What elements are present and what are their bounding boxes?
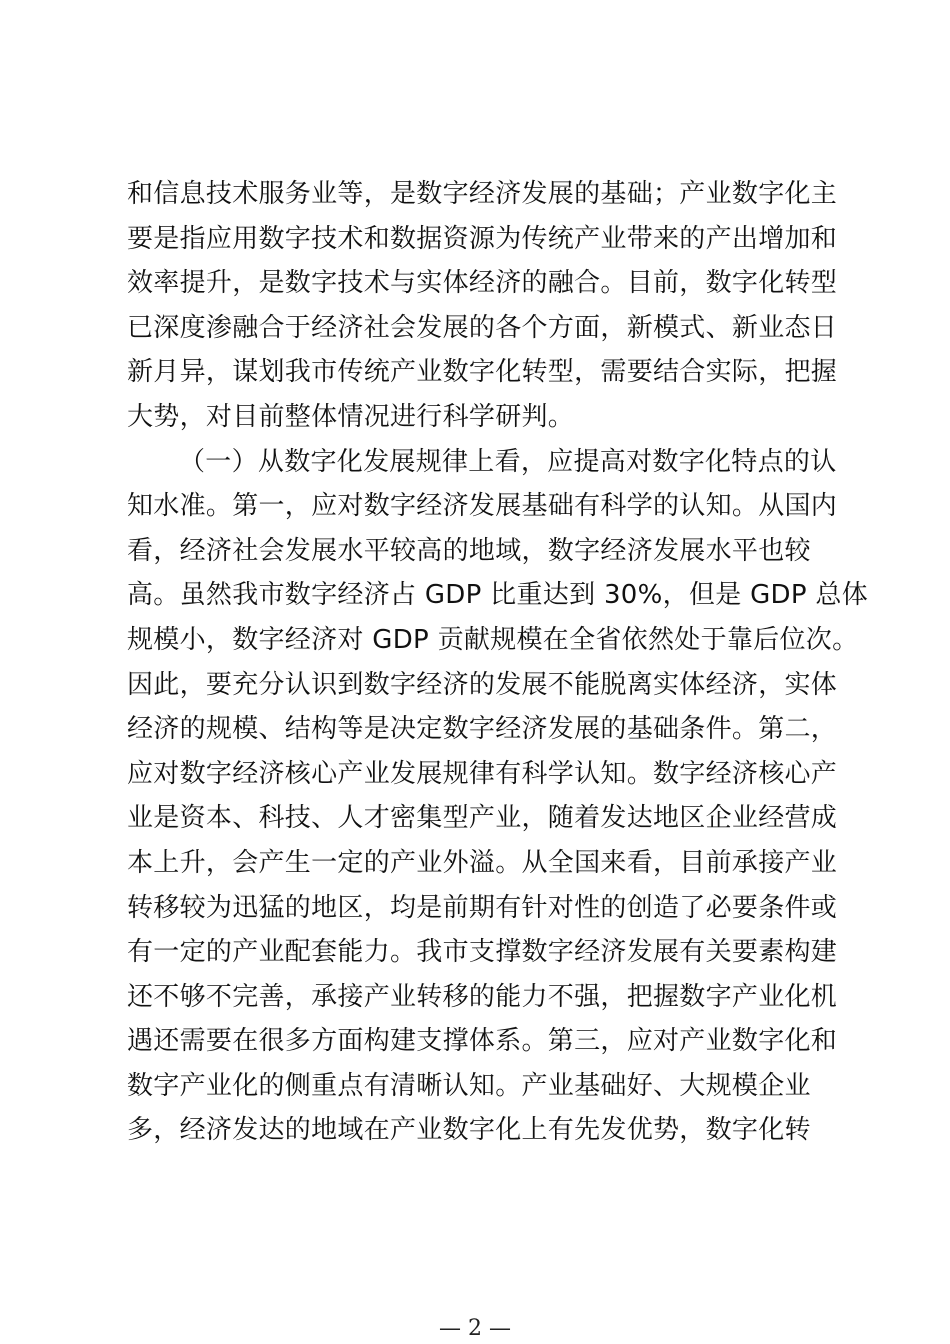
text-line: 转移较为迅猛的地区，均是前期有针对性的创造了必要条件或 (127, 892, 838, 923)
section-heading-line: （一）从数字化发展规律上看，应提高对数字化特点的认 (179, 446, 837, 477)
text-line: 还不够不完善，承接产业转移的能力不强，把握数字产业化机 (127, 981, 838, 1012)
text-line: 大势，对目前整体情况进行科学研判。 (127, 401, 575, 432)
text-line: 看，经济社会发展水平较高的地域，数字经济发展水平也较 (127, 535, 811, 566)
text-line: 效率提升，是数字技术与实体经济的融合。目前，数字化转型 (127, 268, 838, 299)
text-line: 和信息技术服务业等，是数字经济发展的基础；产业数字化主 (127, 179, 838, 209)
text-line: 业是资本、科技、人才密集型产业，随着发达地区企业经营成 (127, 803, 838, 834)
text-line: 因此，要充分认识到数字经济的发展不能脱离实体经济，实体 (127, 669, 838, 700)
body-text (127, 172, 869, 1153)
text-line: 有一定的产业配套能力。我市支撑数字经济发展有关要素构建 (127, 937, 838, 968)
text-line: 经济的规模、结构等是决定数字经济发展的基础条件。第二， (127, 714, 838, 745)
text-line: 新月异，谋划我市传统产业数字化转型，需要结合实际，把握 (127, 357, 838, 388)
text-line: 规模小，数字经济对 GDP 贡献规模在全省依然处于靠后位次。 (127, 624, 859, 655)
text-line: 应对数字经济核心产业发展规律有科学认知。数字经济核心产 (127, 758, 838, 789)
text-line: 高。虽然我市数字经济占 GDP 比重达到 30%，但是 GDP 总体 (127, 580, 869, 611)
text-line: 遇还需要在很多方面构建支撑体系。第三，应对产业数字化和 (127, 1026, 838, 1057)
text-line: 要是指应用数字技术和数据资源为传统产业带来的产出增加和 (127, 223, 838, 254)
text-line: 数字产业化的侧重点有清晰认知。产业基础好、大规模企业 (127, 1070, 811, 1101)
text-line: 本上升，会产生一定的产业外溢。从全国来看，目前承接产业 (127, 847, 838, 878)
text-line: 已深度渗融合于经济社会发展的各个方面，新模式、新业态日 (127, 312, 838, 343)
page-number: — 2 — (439, 1316, 511, 1341)
text-line: 知水准。第一，应对数字经济发展基础有科学的认知。从国内 (127, 491, 838, 522)
text-line: 多，经济发达的地域在产业数字化上有先发优势，数字化转 (127, 1115, 811, 1146)
